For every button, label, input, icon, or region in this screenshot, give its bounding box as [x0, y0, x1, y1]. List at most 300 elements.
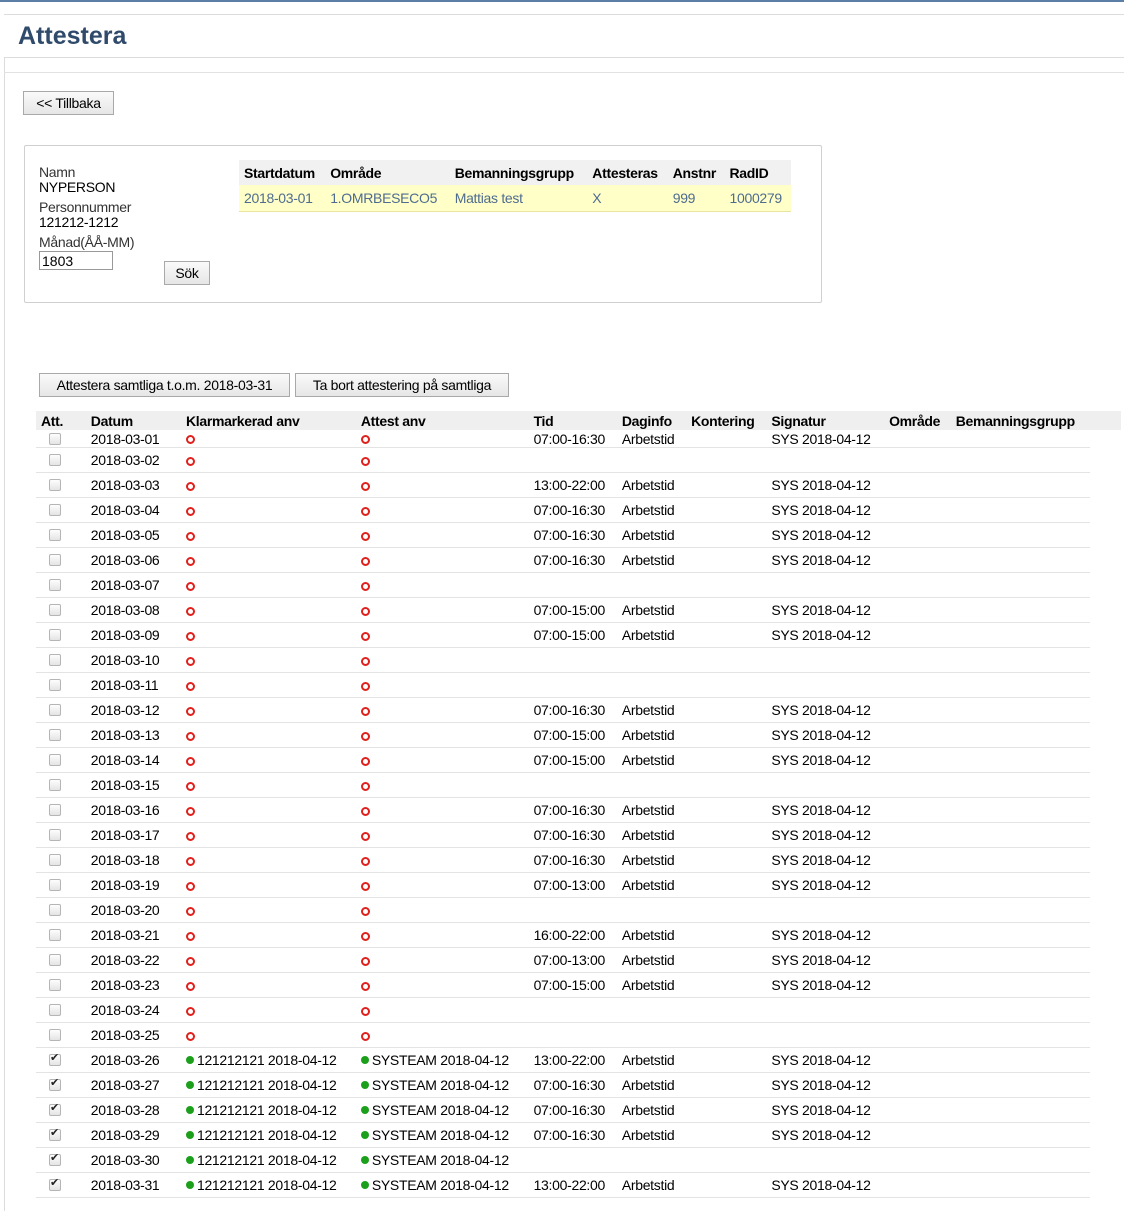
attest-cell: [356, 1123, 529, 1148]
status-done-icon: [186, 1081, 194, 1089]
att-cell: [36, 773, 86, 798]
table-row: [36, 1073, 1090, 1098]
omrade-cell: [884, 430, 951, 448]
attest-checkbox[interactable]: [49, 1179, 61, 1191]
bemanningsgrupp-cell: [951, 648, 1090, 673]
table-row: [36, 523, 1090, 548]
attest-all-button[interactable]: Attestera samtliga t.o.m. 2018-03-31: [39, 373, 290, 397]
status-pending-icon: [361, 982, 370, 991]
daginfo-cell: Arbetstid: [617, 1098, 686, 1123]
employment-col-header: Bemanningsgrupp: [450, 160, 588, 185]
bemanningsgrupp-cell: [951, 1073, 1090, 1098]
klarmarkerad-cell: [181, 573, 356, 598]
bemanningsgrupp-cell: [951, 1123, 1090, 1148]
bemanningsgrupp-cell: [951, 873, 1090, 898]
signatur-cell: [766, 673, 884, 698]
status-pending-icon: [361, 707, 370, 716]
klarmarkerad-cell: [181, 948, 356, 973]
tid-cell: 07:00-16:30: [529, 1073, 617, 1098]
attest-checkbox[interactable]: [49, 854, 61, 866]
attest-checkbox[interactable]: [49, 529, 61, 541]
search-button[interactable]: Sök: [164, 261, 210, 285]
kontering-cell: [686, 1123, 766, 1148]
daginfo-cell: Arbetstid: [617, 723, 686, 748]
bemanningsgrupp-cell: [951, 798, 1090, 823]
attest-cell: [356, 1073, 529, 1098]
table-header-extension: [1090, 411, 1121, 430]
kontering-cell: [686, 448, 766, 473]
bemanningsgrupp-cell: [951, 473, 1090, 498]
attest-checkbox[interactable]: [49, 954, 61, 966]
status-pending-icon: [186, 557, 195, 566]
daginfo-cell: Arbetstid: [617, 798, 686, 823]
attest-cell: [356, 898, 529, 923]
klarmarkerad-cell: [181, 548, 356, 573]
signatur-cell: SYS 2018-04-12: [766, 873, 884, 898]
status-done-icon: [361, 1106, 369, 1114]
table-row: [36, 973, 1090, 998]
status-done-icon: [186, 1056, 194, 1064]
signatur-cell: [766, 648, 884, 673]
status-pending-icon: [186, 707, 195, 716]
status-pending-icon: [186, 957, 195, 966]
table-row: [36, 923, 1090, 948]
signatur-cell: [766, 1148, 884, 1173]
att-cell: [36, 823, 86, 848]
employment-col-header: RadID: [724, 160, 791, 185]
klarmarkerad-cell: [181, 1123, 356, 1148]
signatur-cell: SYS 2018-04-12: [766, 848, 884, 873]
daginfo-cell: Arbetstid: [617, 823, 686, 848]
attest-checkbox[interactable]: [49, 1129, 61, 1141]
status-pending-icon: [361, 457, 370, 466]
att-cell: [36, 1148, 86, 1173]
kontering-cell: [686, 1148, 766, 1173]
signatur-cell: SYS 2018-04-12: [766, 1173, 884, 1198]
attest-checkbox[interactable]: [49, 554, 61, 566]
attest-checkbox[interactable]: [49, 979, 61, 991]
status-done-icon: [186, 1181, 194, 1189]
tid-cell: 07:00-15:00: [529, 973, 617, 998]
bemanningsgrupp-cell: [951, 498, 1090, 523]
kontering-cell: [686, 673, 766, 698]
date-cell: 2018-03-20: [86, 898, 181, 923]
table-row: [36, 998, 1090, 1023]
remove-all-attest-button[interactable]: Ta bort attestering på samtliga: [295, 373, 509, 397]
date-cell: 2018-03-23: [86, 973, 181, 998]
klarmarkerad-cell: [181, 523, 356, 548]
omrade-cell: [884, 1048, 951, 1073]
status-pending-icon: [361, 957, 370, 966]
attest-checkbox[interactable]: [49, 433, 61, 445]
col-header-klarmarkerad: Klarmarkerad anv: [181, 411, 356, 430]
att-cell: [36, 648, 86, 673]
signatur-cell: SYS 2018-04-12: [766, 430, 884, 448]
attest-checkbox[interactable]: [49, 454, 61, 466]
bemanningsgrupp-cell: [951, 1023, 1090, 1048]
signatur-cell: SYS 2018-04-12: [766, 798, 884, 823]
kontering-cell: [686, 698, 766, 723]
tid-cell: 07:00-16:30: [529, 548, 617, 573]
status-pending-icon: [186, 657, 195, 666]
tid-cell: 07:00-16:30: [529, 698, 617, 723]
status-pending-icon: [361, 682, 370, 691]
month-input[interactable]: [39, 251, 113, 270]
attest-cell: [356, 573, 529, 598]
attest-cell: [356, 498, 529, 523]
omrade-cell: [884, 1023, 951, 1048]
tid-cell: 07:00-16:30: [529, 498, 617, 523]
omrade-cell: [884, 998, 951, 1023]
daginfo-cell: [617, 1023, 686, 1048]
signatur-cell: SYS 2018-04-12: [766, 1073, 884, 1098]
status-done-icon: [186, 1106, 194, 1114]
table-row: [36, 473, 1090, 498]
klarmarkerad-cell: [181, 698, 356, 723]
attest-checkbox[interactable]: [49, 1029, 61, 1041]
status-pending-icon: [186, 832, 195, 841]
status-done-icon: [361, 1156, 369, 1164]
attest-checkbox[interactable]: [49, 504, 61, 516]
month-label: Månad(ÅÅ-MM): [39, 234, 135, 250]
daginfo-cell: [617, 1148, 686, 1173]
bemanningsgrupp-cell: [951, 1098, 1090, 1123]
omrade-cell: [884, 773, 951, 798]
omrade-cell: [884, 698, 951, 723]
omrade-cell: [884, 548, 951, 573]
table-row: [36, 1123, 1090, 1148]
status-pending-icon: [361, 657, 370, 666]
klarmarkerad-text: 121212121 2018-04-12: [196, 1177, 337, 1193]
bemanningsgrupp-cell: [951, 623, 1090, 648]
klarmarkerad-cell: [181, 723, 356, 748]
status-pending-icon: [186, 907, 195, 916]
employment-col-header: Område: [325, 160, 450, 185]
att-cell: [36, 673, 86, 698]
status-pending-icon: [186, 982, 195, 991]
date-cell: 2018-03-03: [86, 473, 181, 498]
bemanningsgrupp-cell: [951, 430, 1090, 448]
att-cell: [36, 548, 86, 573]
status-pending-icon: [186, 1007, 195, 1016]
name-label: Namn: [39, 164, 76, 180]
employment-cell: 1.OMRBESECO5: [325, 185, 450, 212]
attest-cell: [356, 648, 529, 673]
name-value: NYPERSON: [39, 179, 116, 195]
attest-checkbox[interactable]: [49, 1054, 61, 1066]
table-row: [36, 648, 1090, 673]
omrade-cell: [884, 598, 951, 623]
attest-text: SYSTEAM 2018-04-12: [371, 1077, 509, 1093]
attest-cell: [356, 998, 529, 1023]
status-pending-icon: [361, 607, 370, 616]
daginfo-cell: Arbetstid: [617, 973, 686, 998]
attest-checkbox[interactable]: [49, 804, 61, 816]
attest-cell: [356, 1098, 529, 1123]
signatur-cell: SYS 2018-04-12: [766, 473, 884, 498]
kontering-cell: [686, 723, 766, 748]
kontering-cell: [686, 823, 766, 848]
klarmarkerad-cell: [181, 998, 356, 1023]
attest-cell: [356, 1173, 529, 1198]
tid-cell: 13:00-22:00: [529, 1048, 617, 1073]
att-cell: [36, 473, 86, 498]
tid-cell: [529, 648, 617, 673]
omrade-cell: [884, 873, 951, 898]
bemanningsgrupp-cell: [951, 598, 1090, 623]
status-pending-icon: [186, 582, 195, 591]
table-row: [36, 948, 1090, 973]
status-pending-icon: [361, 1032, 370, 1041]
kontering-cell: [686, 848, 766, 873]
daginfo-cell: Arbetstid: [617, 948, 686, 973]
bemanningsgrupp-cell: [951, 1148, 1090, 1173]
attest-cell: [356, 598, 529, 623]
pnr-value: 121212-1212: [39, 214, 119, 230]
daginfo-cell: Arbetstid: [617, 548, 686, 573]
status-pending-icon: [361, 857, 370, 866]
daginfo-cell: Arbetstid: [617, 1048, 686, 1073]
table-row: [36, 723, 1090, 748]
daginfo-cell: Arbetstid: [617, 698, 686, 723]
tid-cell: 07:00-15:00: [529, 598, 617, 623]
signatur-cell: SYS 2018-04-12: [766, 923, 884, 948]
col-header-signatur: Signatur: [766, 411, 884, 430]
att-cell: [36, 998, 86, 1023]
daginfo-cell: Arbetstid: [617, 923, 686, 948]
signatur-cell: SYS 2018-04-12: [766, 498, 884, 523]
daginfo-cell: Arbetstid: [617, 748, 686, 773]
date-cell: 2018-03-19: [86, 873, 181, 898]
attest-cell: [356, 473, 529, 498]
klarmarkerad-cell: [181, 798, 356, 823]
date-cell: 2018-03-27: [86, 1073, 181, 1098]
signatur-cell: SYS 2018-04-12: [766, 623, 884, 648]
date-cell: 2018-03-11: [86, 673, 181, 698]
date-cell: 2018-03-26: [86, 1048, 181, 1073]
tid-cell: 16:00-22:00: [529, 923, 617, 948]
table-row: [36, 448, 1090, 473]
tid-cell: [529, 1023, 617, 1048]
signatur-cell: SYS 2018-04-12: [766, 973, 884, 998]
tid-cell: [529, 573, 617, 598]
tid-cell: [529, 998, 617, 1023]
signatur-cell: [766, 998, 884, 1023]
att-cell: [36, 1123, 86, 1148]
status-pending-icon: [186, 632, 195, 641]
att-cell: [36, 523, 86, 548]
table-row: [36, 673, 1090, 698]
col-header-omrade: Område: [884, 411, 951, 430]
omrade-cell: [884, 823, 951, 848]
bemanningsgrupp-cell: [951, 748, 1090, 773]
signatur-cell: SYS 2018-04-12: [766, 523, 884, 548]
att-cell: [36, 898, 86, 923]
attest-checkbox[interactable]: [49, 479, 61, 491]
table-row: [36, 798, 1090, 823]
daginfo-cell: Arbetstid: [617, 623, 686, 648]
omrade-cell: [884, 848, 951, 873]
omrade-cell: [884, 573, 951, 598]
attest-cell: [356, 1048, 529, 1073]
signatur-cell: SYS 2018-04-12: [766, 823, 884, 848]
bemanningsgrupp-cell: [951, 823, 1090, 848]
employment-col-header: Attesteras: [587, 160, 667, 185]
attest-checkbox[interactable]: [49, 679, 61, 691]
att-cell: [36, 723, 86, 748]
klarmarkerad-cell: [181, 673, 356, 698]
klarmarkerad-cell: [181, 498, 356, 523]
attest-checkbox[interactable]: [49, 704, 61, 716]
employment-col-header: Startdatum: [239, 160, 325, 185]
status-done-icon: [186, 1131, 194, 1139]
tid-cell: 07:00-13:00: [529, 948, 617, 973]
status-pending-icon: [361, 782, 370, 791]
bemanningsgrupp-cell: [951, 948, 1090, 973]
attest-checkbox[interactable]: [49, 729, 61, 741]
attest-checkbox[interactable]: [49, 779, 61, 791]
klarmarkerad-cell: [181, 648, 356, 673]
att-cell: [36, 623, 86, 648]
attest-checkbox[interactable]: [49, 879, 61, 891]
daginfo-cell: Arbetstid: [617, 430, 686, 448]
attest-text: SYSTEAM 2018-04-12: [371, 1152, 509, 1168]
attest-text: SYSTEAM 2018-04-12: [371, 1052, 509, 1068]
date-cell: 2018-03-18: [86, 848, 181, 873]
frame-left-border: [4, 14, 5, 1211]
status-pending-icon: [361, 532, 370, 541]
table-row: [36, 773, 1090, 798]
daginfo-cell: Arbetstid: [617, 1123, 686, 1148]
header-divider: [4, 72, 1124, 73]
status-pending-icon: [361, 932, 370, 941]
att-cell: [36, 798, 86, 823]
att-cell: [36, 848, 86, 873]
kontering-cell: [686, 548, 766, 573]
kontering-cell: [686, 923, 766, 948]
daginfo-cell: [617, 448, 686, 473]
attest-checkbox[interactable]: [49, 579, 61, 591]
kontering-cell: [686, 623, 766, 648]
back-button[interactable]: << Tillbaka: [23, 91, 114, 115]
attest-checkbox[interactable]: [49, 1004, 61, 1016]
klarmarkerad-cell: [181, 898, 356, 923]
status-pending-icon: [361, 1007, 370, 1016]
table-row: [36, 848, 1090, 873]
attest-checkbox[interactable]: [49, 629, 61, 641]
attest-cell: [356, 973, 529, 998]
klarmarkerad-cell: [181, 973, 356, 998]
status-done-icon: [186, 1156, 194, 1164]
kontering-cell: [686, 573, 766, 598]
status-pending-icon: [186, 732, 195, 741]
omrade-cell: [884, 723, 951, 748]
klarmarkerad-cell: [181, 598, 356, 623]
kontering-cell: [686, 1173, 766, 1198]
date-cell: 2018-03-15: [86, 773, 181, 798]
date-cell: 2018-03-30: [86, 1148, 181, 1173]
klarmarkerad-cell: [181, 448, 356, 473]
status-pending-icon: [186, 435, 195, 444]
attest-checkbox[interactable]: [49, 1154, 61, 1166]
bemanningsgrupp-cell: [951, 973, 1090, 998]
tid-cell: 07:00-16:30: [529, 823, 617, 848]
attest-cell: [356, 748, 529, 773]
att-cell: [36, 1098, 86, 1123]
kontering-cell: [686, 1098, 766, 1123]
status-pending-icon: [361, 832, 370, 841]
attest-checkbox[interactable]: [49, 654, 61, 666]
kontering-cell: [686, 948, 766, 973]
kontering-cell: [686, 1073, 766, 1098]
status-pending-icon: [186, 882, 195, 891]
kontering-cell: [686, 1023, 766, 1048]
attest-checkbox[interactable]: [49, 829, 61, 841]
status-pending-icon: [186, 482, 195, 491]
bemanningsgrupp-cell: [951, 923, 1090, 948]
attest-checkbox[interactable]: [49, 929, 61, 941]
daginfo-cell: [617, 773, 686, 798]
page-title: Attestera: [18, 22, 127, 50]
attest-cell: [356, 848, 529, 873]
kontering-cell: [686, 748, 766, 773]
signatur-cell: SYS 2018-04-12: [766, 1098, 884, 1123]
status-pending-icon: [186, 1032, 195, 1041]
table-row: [36, 1098, 1090, 1123]
date-cell: 2018-03-29: [86, 1123, 181, 1148]
employment-cell: 2018-03-01: [239, 185, 325, 212]
daginfo-cell: Arbetstid: [617, 1073, 686, 1098]
employment-table: [239, 160, 791, 212]
date-cell: 2018-03-28: [86, 1098, 181, 1123]
status-pending-icon: [361, 582, 370, 591]
attest-checkbox[interactable]: [49, 1104, 61, 1116]
att-cell: [36, 923, 86, 948]
attest-checkbox[interactable]: [49, 604, 61, 616]
omrade-cell: [884, 973, 951, 998]
klarmarkerad-text: 121212121 2018-04-12: [196, 1077, 337, 1093]
attest-checkbox[interactable]: [49, 904, 61, 916]
daginfo-cell: Arbetstid: [617, 873, 686, 898]
top-accent-line: [0, 0, 1124, 2]
date-cell: 2018-03-14: [86, 748, 181, 773]
tid-cell: 07:00-13:00: [529, 873, 617, 898]
signatur-cell: [766, 898, 884, 923]
tid-cell: 07:00-15:00: [529, 748, 617, 773]
daginfo-cell: Arbetstid: [617, 473, 686, 498]
att-cell: [36, 698, 86, 723]
attest-cell: [356, 698, 529, 723]
attest-cell: [356, 773, 529, 798]
date-cell: 2018-03-07: [86, 573, 181, 598]
daginfo-cell: Arbetstid: [617, 598, 686, 623]
employment-table-row[interactable]: [239, 185, 791, 212]
status-pending-icon: [361, 757, 370, 766]
attest-checkbox[interactable]: [49, 754, 61, 766]
status-pending-icon: [186, 507, 195, 516]
klarmarkerad-cell: [181, 773, 356, 798]
attest-checkbox[interactable]: [49, 1079, 61, 1091]
table-row: [36, 1023, 1090, 1048]
status-pending-icon: [186, 532, 195, 541]
table-row: [36, 623, 1090, 648]
kontering-cell: [686, 973, 766, 998]
col-header-att: Att.: [36, 411, 86, 430]
bemanningsgrupp-cell: [951, 673, 1090, 698]
signatur-cell: SYS 2018-04-12: [766, 1123, 884, 1148]
bemanningsgrupp-cell: [951, 698, 1090, 723]
signatur-cell: SYS 2018-04-12: [766, 598, 884, 623]
